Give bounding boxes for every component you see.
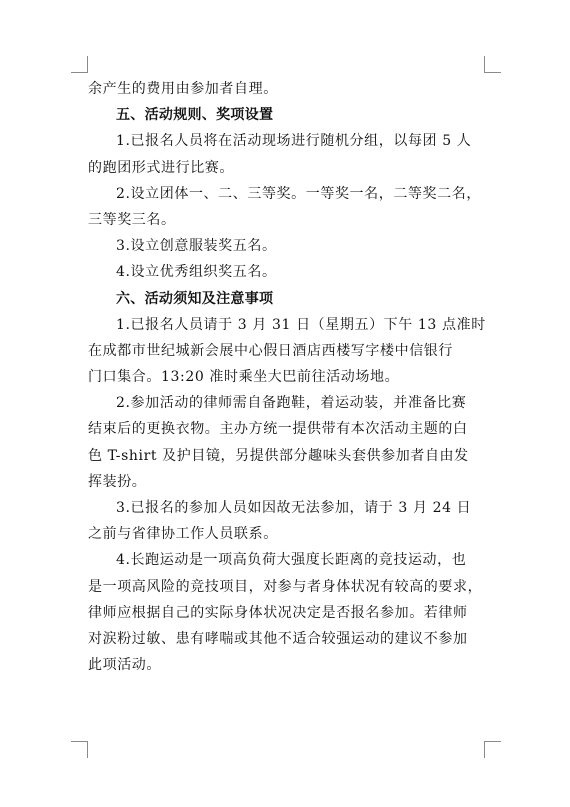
paragraph-line: 是一项高风险的竞技项目，对参与者身体状况有较高的要求， [88,578,483,595]
crop-mark-top-left [71,56,88,73]
paragraph-line: 结束后的更换衣物。主办方统一提供带有本次活动主题的白 [88,421,468,438]
paragraph-line: 律师应根据自己的实际身体状况决定是否报名参加。若律师 [88,604,468,621]
paragraph-line: 门口集合。13:20 准时乘坐大巴前往活动场地。 [88,369,400,386]
paragraph-line: 三等奖三名。 [88,211,176,228]
paragraph-line: 1.已报名人员将在活动现场进行随机分组，以每团 5 人 [116,133,472,150]
paragraph-line: 3.已报名的参加人员如因故无法参加，请于 3 月 24 日 [116,500,472,516]
paragraph-line: 在成都市世纪城新会展中心假日酒店西楼写字楼中信银行 [88,342,453,359]
section-heading-rules: 五、活动规则、奖项设置 [116,107,274,124]
document-body [88,76,488,678]
crop-mark-bottom-right [484,741,501,758]
crop-mark-top-right [484,56,501,73]
paragraph-line: 此项活动。 [88,657,161,674]
paragraph-line: 的跑团形式进行比赛。 [88,159,234,176]
paragraph-line: 1.已报名人员请于 3 月 31 日（星期五）下午 13 点准时 [116,316,486,333]
paragraph-line: 4.设立优秀组织奖五名。 [116,264,277,281]
paragraph-line: 4.长跑运动是一项高负荷大强度长距离的竞技运动，也 [116,552,467,569]
paragraph-line: 余产生的费用由参加者自理。 [88,81,278,97]
section-heading-notice: 六、活动须知及注意事项 [116,290,274,307]
paragraph-line: 色 T-shirt 及护目镜，另提供部分趣味头套供参加者自由发 [88,447,469,464]
paragraph-line: 挥装扮。 [88,473,147,490]
paragraph-line: 对涙粉过敏、患有哮喘或其他不适合较强运动的建议不参加 [88,630,468,647]
paragraph-line: 2.设立团体一、二、三等奖。一等奖一名，二等奖二名， [116,185,481,202]
paragraph-line: 3.设立创意服装奖五名。 [116,238,277,255]
crop-mark-bottom-left [71,741,88,758]
paragraph-line: 2.参加活动的律师需自备跑鞋，着运动装，并准备比赛 [116,395,467,412]
paragraph-line: 之前与省律协工作人员联系。 [88,526,278,543]
